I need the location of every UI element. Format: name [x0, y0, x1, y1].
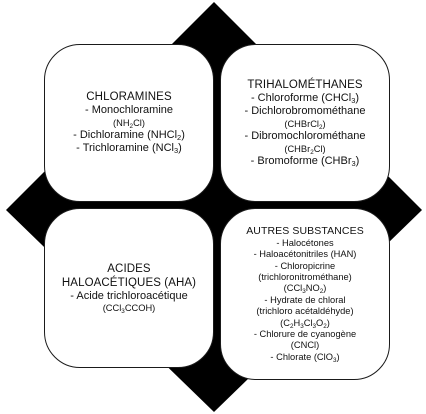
item-line: - Halocétones [276, 237, 334, 248]
item-line: - Chloroforme (CHCl$_3$) [250, 91, 360, 105]
item-line: - Dichlorobromométhane [244, 105, 366, 118]
chloramines-box [44, 44, 214, 202]
item-line: - Bromoforme (CHBr$_3$) [250, 154, 360, 168]
other-substances-items [254, 238, 357, 363]
item-line: (CNCl) [290, 340, 320, 351]
item-line: - Chlorate (ClO$_3$) [270, 351, 340, 364]
other-substances-title: AUTRES SUBSTANCES [246, 224, 364, 237]
item-line: - Chloropicrine [274, 260, 336, 271]
haloacetic-acids-title: ACIDES HALOACÉTIQUES (AHA) [61, 262, 197, 289]
item-line: $(NH_2Cl)$ [113, 117, 145, 130]
chloramines-items [73, 104, 185, 156]
trihalomethanes-box [220, 44, 390, 202]
item-line: - Dibromochlorométhane [244, 130, 366, 142]
item-line: (CHBr$_2$Cl) [284, 143, 326, 156]
item-line: - Dichloramine (NHCl$_2$) [73, 128, 185, 143]
chloramines-title: CHLORAMINES [86, 91, 172, 104]
haloacetic-acids-items [70, 290, 187, 315]
trihalomethanes-items [244, 92, 365, 169]
item-line: (trichloronitrométhane) [258, 271, 352, 282]
item-line: - Monochloramine [84, 104, 174, 117]
item-line: - Hydrate de chloral [264, 294, 346, 305]
item-line: - Haloacétonitriles (HAN) [253, 249, 357, 260]
item-line: - Trichloramine (NCl$_3$) [76, 142, 182, 156]
item-line: (trichloro acétaldéhyde) [256, 306, 354, 317]
item-line: $(C_2H_3Cl_3O_2)$ [280, 317, 330, 330]
item-line: - Chlorure de cyanogène [253, 329, 357, 340]
item-line: $(CCl_3NO_2)$ [283, 283, 327, 296]
other-substances-box [220, 208, 390, 380]
item-line: - Acide trichloroacétique [70, 289, 188, 302]
trihalomethanes-title: TRIHALOMÉTHANES [247, 78, 363, 91]
haloacetic-acids-box [44, 208, 214, 368]
item-line: (CHBrCl$_2$) [284, 118, 326, 131]
item-line: (CCl$_3$CCOH) [102, 303, 156, 315]
